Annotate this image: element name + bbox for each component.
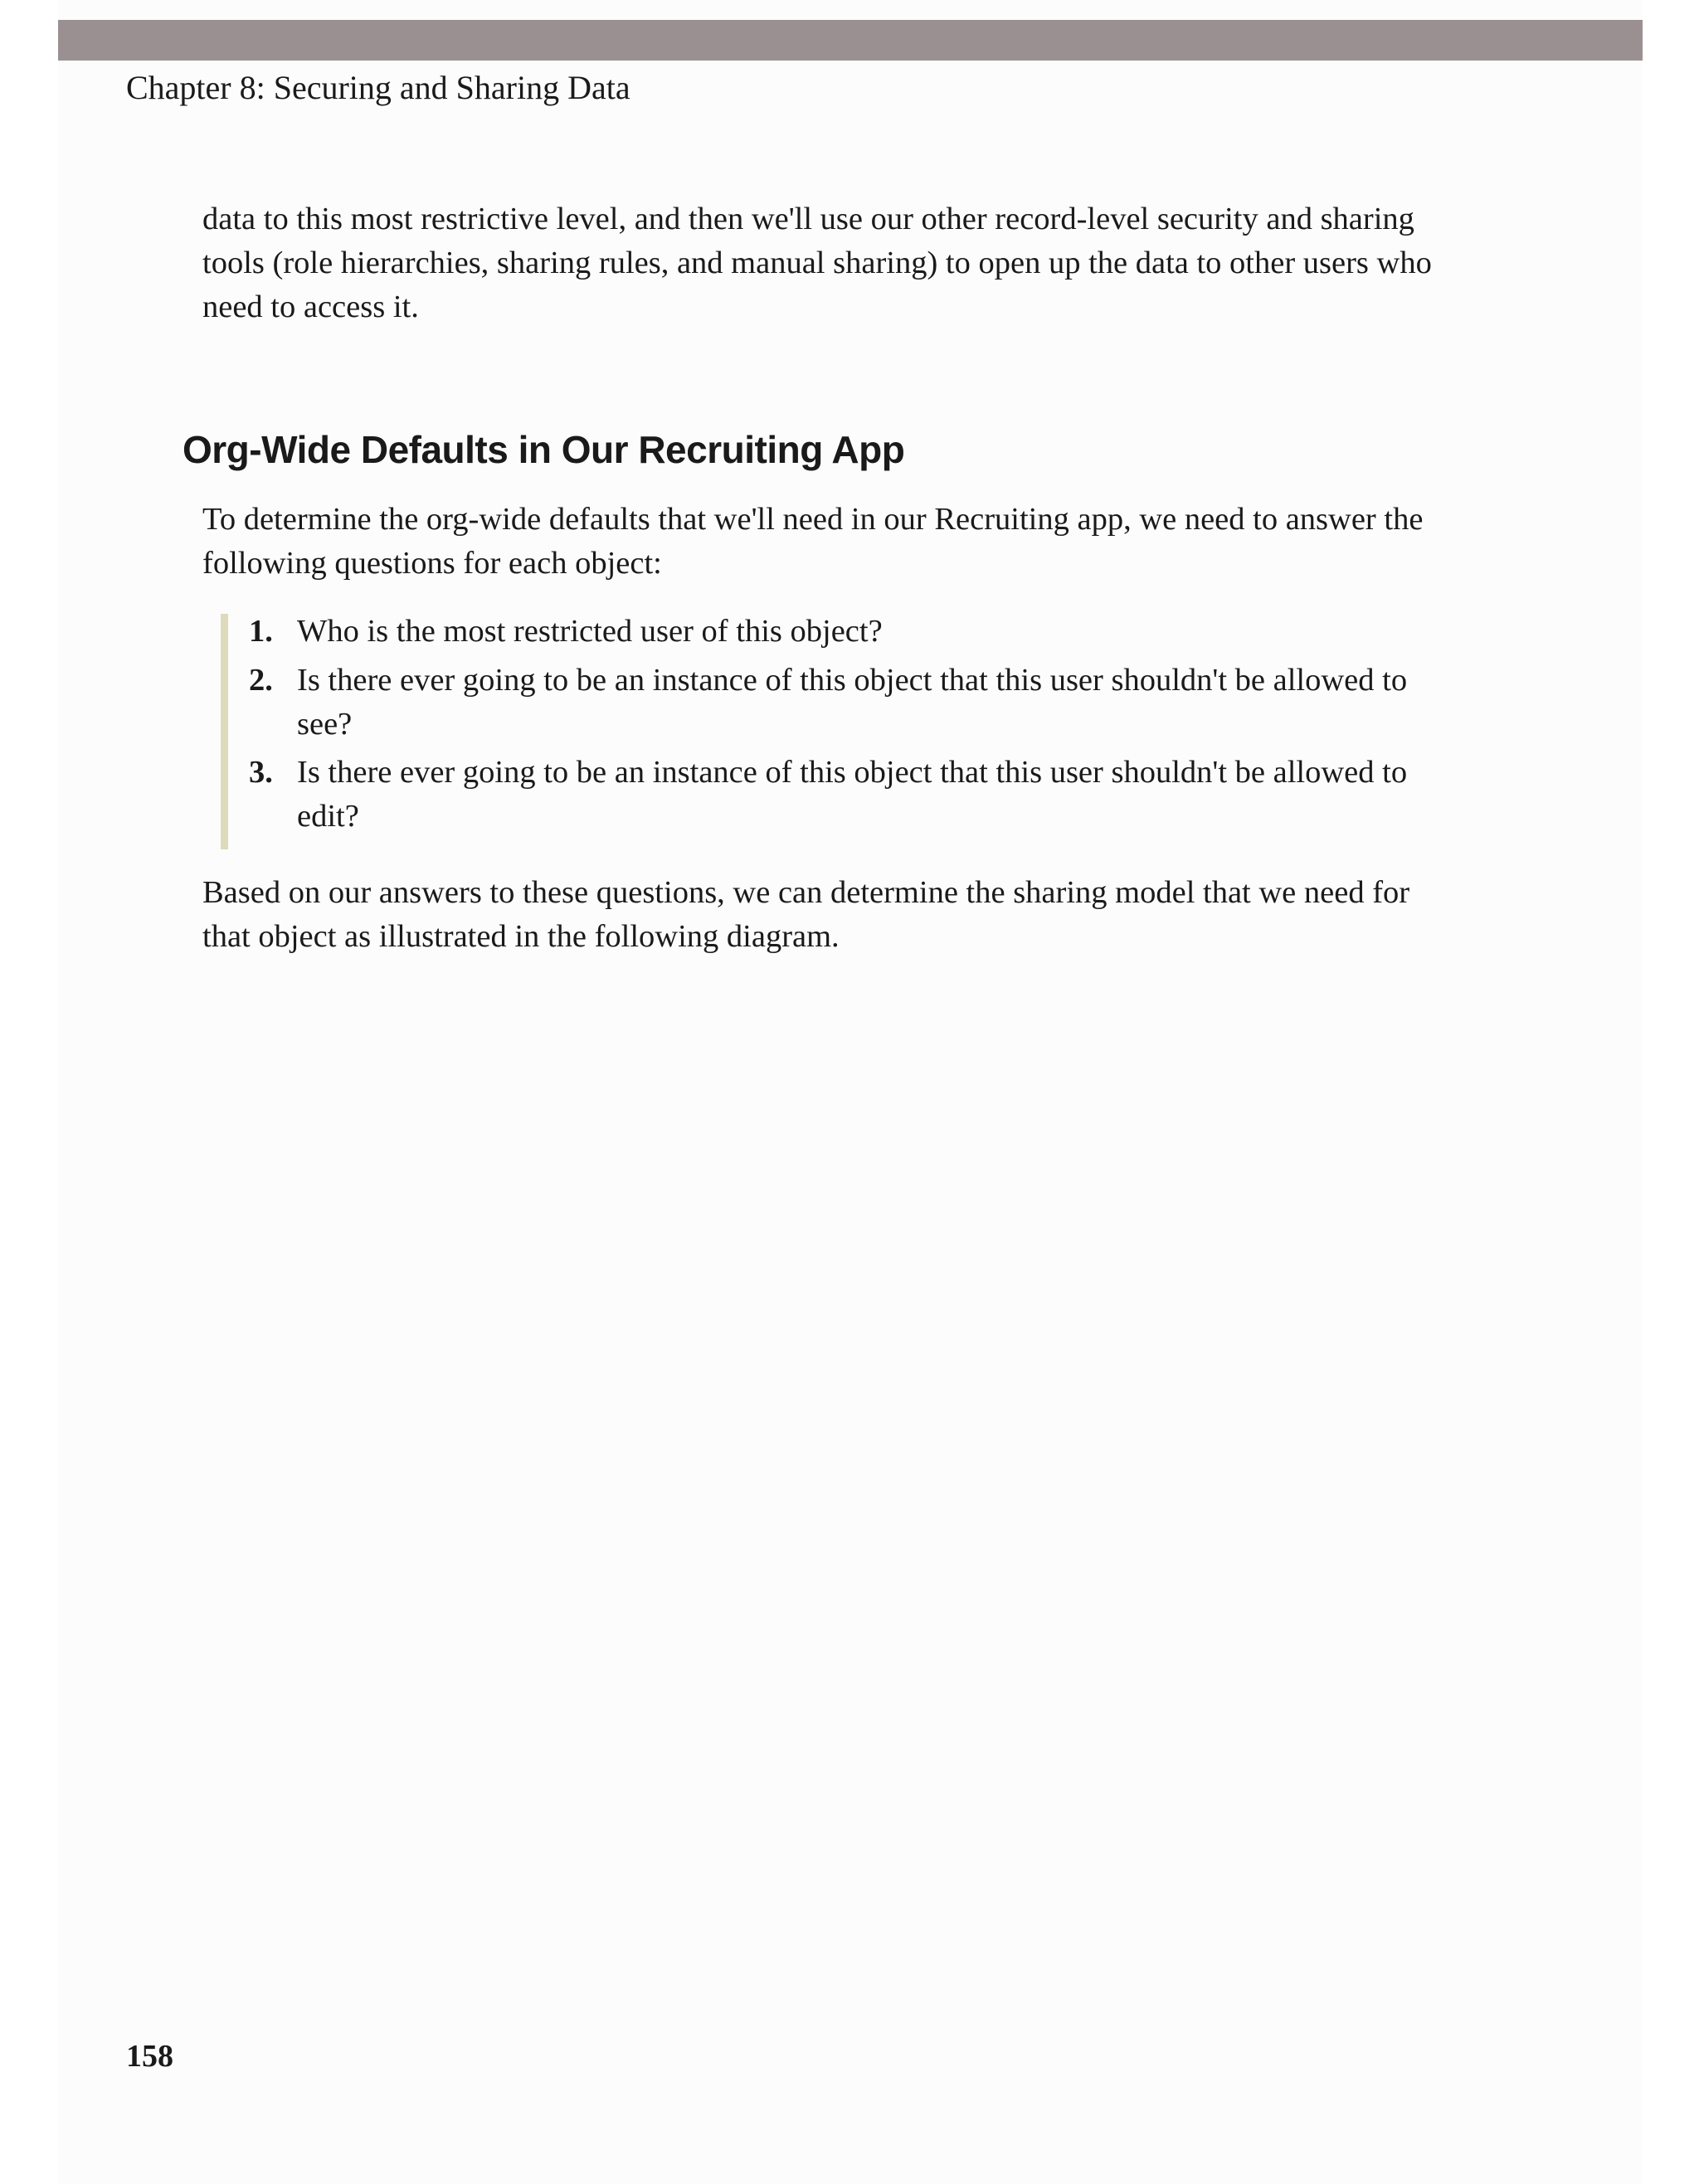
list-item-number: 2.: [249, 663, 273, 698]
list-item-text: Is there ever going to be an instance of this object that this user shouldn't be allowed to see?: [297, 663, 1408, 742]
intro-paragraph: data to this most restrictive level, and then we'll use our other record-level security and sharing tools (role hierarchies, sharing rules, and manual sharing) to open up the data to other users who need to access it.: [202, 202, 1432, 324]
closing-paragraph: Based on our answers to these questions, we can determine the sharing model that we need for that object as illustrated in the following diagram.: [202, 875, 1410, 954]
list-item-text: Who is the most restricted user of this object?: [297, 614, 883, 649]
header-bar: [58, 20, 1643, 61]
list-item-number: 1.: [249, 614, 273, 649]
lead-paragraph: To determine the org-wide defaults that we'll need in our Recruiting app, we need to answer the following questions for each object:: [202, 502, 1424, 581]
list-rule: [221, 614, 228, 849]
list-item: [249, 659, 1443, 747]
list-item: [249, 610, 1443, 654]
list-item-text: Is there ever going to be an instance of this object that this user shouldn't be allowed to edit?: [297, 755, 1408, 834]
section-heading: Org-Wide Defaults in Our Recruiting App: [183, 428, 905, 471]
running-head: Chapter 8: Securing and Sharing Data: [126, 69, 630, 106]
list-item-number: 3.: [249, 755, 273, 790]
page-number: 158: [126, 2039, 173, 2074]
list-item: [249, 751, 1443, 839]
